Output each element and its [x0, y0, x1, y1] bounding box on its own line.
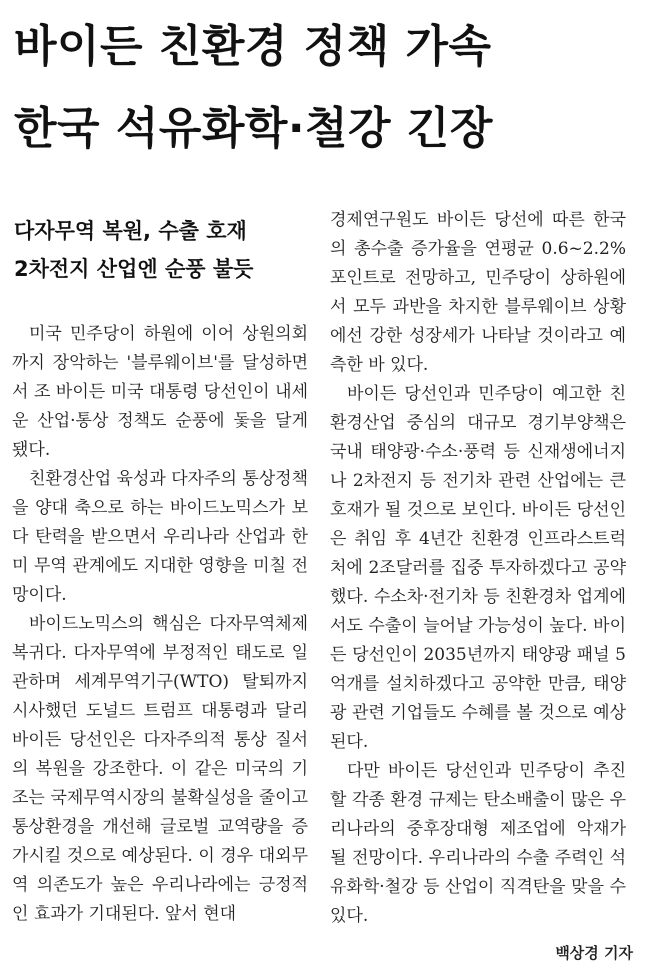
- article-column-right: [330, 206, 626, 931]
- headline-line-2: 한국 석유화학·철강 긴장: [14, 103, 493, 154]
- article-column-left: [12, 320, 308, 929]
- byline: 백상경 기자: [555, 944, 633, 962]
- headline-line-1: 바이든 친환경 정책 가속: [14, 21, 492, 72]
- paragraph: 경제연구원도 바이든 당선에 따른 한국의 총수출 증가율을 연평균 0.6~2.2%포인트로 전망하고, 민주당이 상하원에서 모두 과반을 차지한 블루웨이브 상황에선 강한 성장세가 나타날 것이라고 예측한 바 있다.: [330, 210, 626, 375]
- paragraph: 바이드노믹스의 핵심은 다자무역체제 복귀다. 다자무역에 부정적인 태도로 일관하며 세계무역기구(WTO) 탈퇴까지 시사했던 도널드 트럼프 대통령과 달리 바이든 당선인은 다자주의적 통상 질서의 복원을 강조한다. 이 같은 미국의 기조는 국제무역시장의 불확실성을 줄이고 통상환경을 개선해 글로벌 교역량을 증가시킬 것으로 예상된다. 이 경우 대외무역 의존도가 높은 우리나라에는 긍정적인 효과가 기대된다. 앞서 현대: [12, 614, 308, 924]
- paragraph: 미국 민주당이 하원에 이어 상원의회까지 장악하는 '블루웨이브'를 달성하면서 조 바이든 미국 대통령 당선인이 내세운 산업·통상 정책도 순풍에 돛을 달게 됐다.: [12, 324, 308, 460]
- paragraph: 다만 바이든 당선인과 민주당이 추진할 각종 환경 규제는 탄소배출이 많은 우리나라의 중후장대형 제조업에 악재가 될 전망이다. 우리나라의 수출 주력인 석유화학·철강 등 산업이 직격탄을 맞을 수 있다.: [330, 761, 626, 926]
- paragraph: 친환경산업 육성과 다자주의 통상정책을 양대 축으로 하는 바이드노믹스가 보다 탄력을 받으면서 우리나라 산업과 한미 무역 관계에도 지대한 영향을 미칠 전망이다.: [12, 469, 308, 605]
- subheadline-line-1: 다자무역 복원, 수출 호재: [14, 219, 247, 243]
- subheadline: [14, 212, 304, 288]
- headline: [14, 6, 634, 170]
- paragraph: 바이든 당선인과 민주당이 예고한 친환경산업 중심의 대규모 경기부양책은 국내 태양광·수소·풍력 등 신재생에너지나 2차전지 등 전기차 관련 산업에는 큰 호재가 될 것으로 보인다. 바이든 당선인은 취임 후 4년간 친환경 인프라스트럭처에 2조달러를 집중 투자하겠다고 공약했다. 수소차·전기차 등 친환경차 업계에서도 수출이 늘어날 가능성이 높다. 바이든 당선인이 2035년까지 태양광 패널 5억개를 설치하겠다고 공약한 만큼, 태양광 관련 기업들도 수혜를 볼 것으로 예상된다.: [330, 384, 626, 752]
- subheadline-line-2: 2차전지 산업엔 순풍 불듯: [14, 257, 254, 281]
